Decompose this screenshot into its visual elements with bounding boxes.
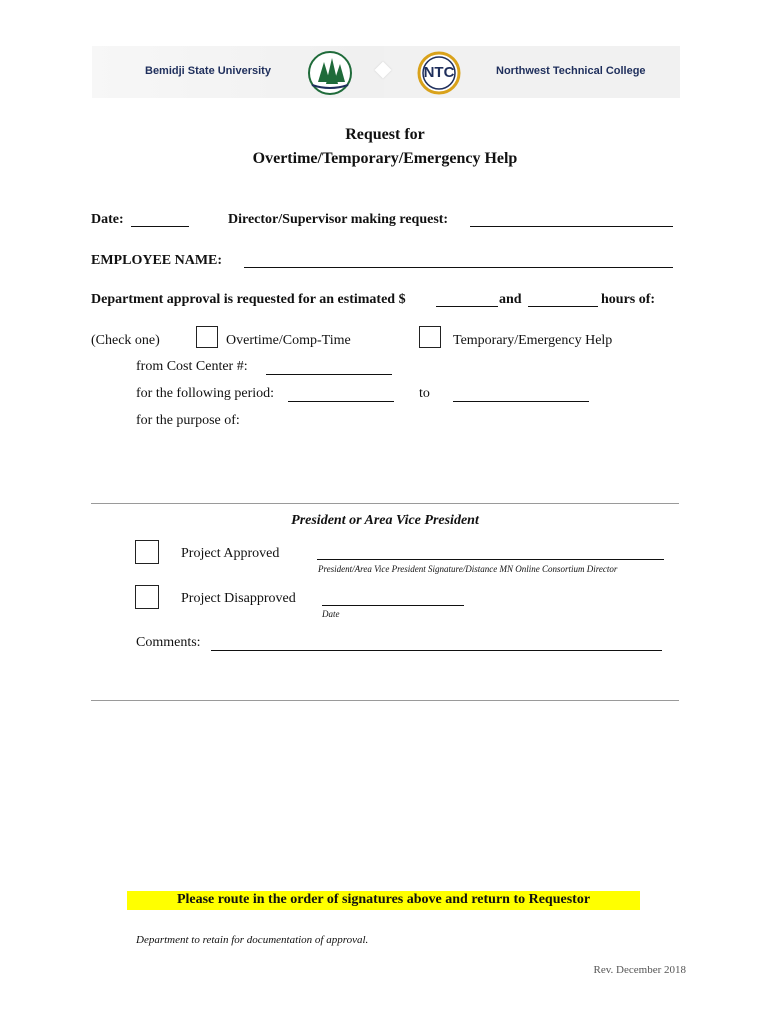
period-end-field[interactable]: [453, 401, 589, 402]
cost-center-field[interactable]: [266, 374, 392, 375]
period-label: for the following period:: [136, 386, 275, 401]
period-start-field[interactable]: [288, 401, 394, 402]
project-disapproved-checkbox[interactable]: [135, 585, 159, 609]
revision-date: Rev. December 2018: [593, 964, 686, 976]
estimated-amount-field[interactable]: [436, 306, 498, 307]
date-field[interactable]: [131, 226, 189, 227]
ntc-logo-text: NTC: [423, 64, 455, 81]
cost-center-label: from Cost Center #:: [136, 359, 248, 374]
employee-name-label: EMPLOYEE NAME:: [91, 253, 223, 268]
bsu-brand-text: Bemidji State University: [145, 65, 271, 77]
bsu-tree-logo-icon: [304, 50, 356, 96]
employee-name-field[interactable]: [244, 267, 673, 268]
overtime-checkbox[interactable]: [196, 326, 218, 348]
project-disapproved-label: Project Disapproved: [181, 591, 296, 606]
estimated-hours-field[interactable]: [528, 306, 598, 307]
period-to-label: to: [419, 386, 430, 401]
check-one-label: (Check one): [91, 333, 160, 348]
approval-date-field[interactable]: [322, 605, 464, 606]
director-label: Director/Supervisor making request:: [228, 212, 449, 227]
date-label: Date:: [91, 212, 124, 227]
signature-caption: President/Area Vice President Signature/Distance MN Online Consortium Director: [318, 564, 618, 574]
approval-prefix-label: Department approval is requested for an estimated $: [91, 292, 406, 307]
approval-suffix-label: hours of:: [601, 292, 656, 307]
project-approved-label: Project Approved: [181, 546, 280, 561]
retain-note: Department to retain for documentation of approval.: [136, 934, 369, 946]
comments-label: Comments:: [136, 635, 201, 650]
approval-and-label: and: [499, 292, 522, 307]
route-instruction: Please route in the order of signatures above and return to Requestor: [176, 892, 591, 907]
overtime-label: Overtime/Comp-Time: [226, 333, 351, 348]
section-divider-top: [91, 503, 679, 504]
ntc-brand-text: Northwest Technical College: [496, 65, 646, 77]
date-caption: Date: [322, 609, 340, 619]
title-line-1: Request for: [345, 126, 425, 143]
title-line-2: Overtime/Temporary/Emergency Help: [252, 150, 518, 167]
temporary-emergency-checkbox[interactable]: [419, 326, 441, 348]
section-divider-bottom: [91, 700, 679, 701]
president-heading: President or Area Vice President: [291, 513, 479, 528]
director-field[interactable]: [470, 226, 673, 227]
president-signature-field[interactable]: [317, 559, 664, 560]
project-approved-checkbox[interactable]: [135, 540, 159, 564]
temporary-emergency-label: Temporary/Emergency Help: [453, 333, 613, 348]
purpose-label: for the purpose of:: [136, 413, 240, 428]
comments-field[interactable]: [211, 650, 662, 651]
